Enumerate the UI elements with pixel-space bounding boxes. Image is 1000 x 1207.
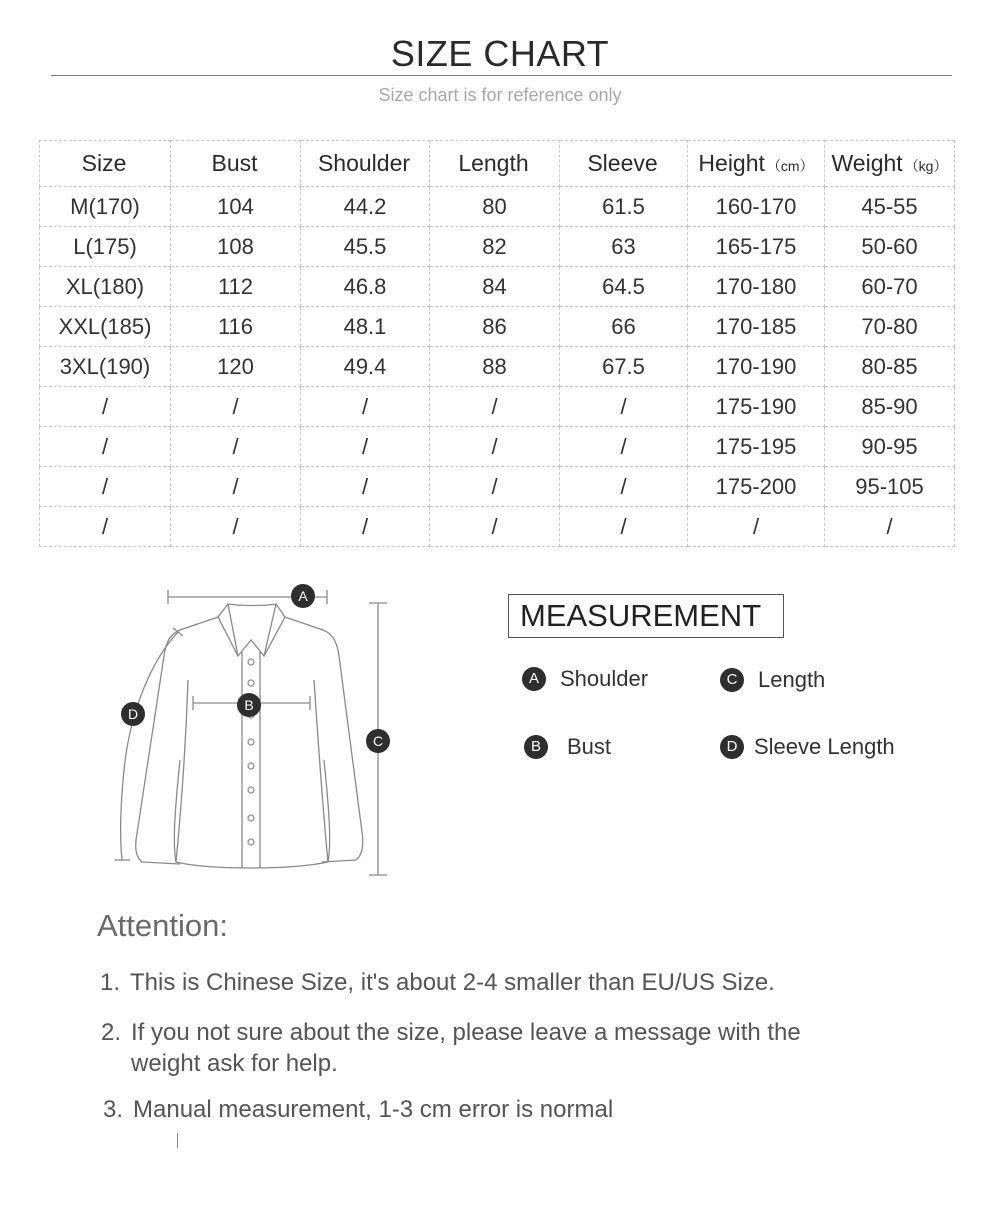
attention-title: Attention:	[97, 908, 228, 943]
table-cell: 63	[560, 227, 688, 267]
page-title: SIZE CHART	[390, 33, 610, 74]
table-row	[40, 427, 955, 467]
table-cell: /	[40, 467, 171, 507]
table-cell: /	[301, 507, 430, 547]
table-cell: /	[825, 507, 955, 547]
table-cell: 66	[560, 307, 688, 347]
note-text: If you not sure about the size, please leave a message with the	[131, 1019, 801, 1046]
note-number: 3.	[103, 1096, 124, 1123]
legend-label: Length	[758, 667, 826, 692]
table-cell: 64.5	[560, 267, 688, 307]
legend-bust	[524, 734, 611, 760]
table-cell: 104	[171, 187, 301, 227]
legend-label: Sleeve Length	[754, 734, 895, 759]
table-cell: /	[301, 427, 430, 467]
table-cell: 88	[430, 347, 560, 387]
table-cell: 46.8	[301, 267, 430, 307]
badge-b-icon: B	[524, 735, 548, 759]
table-cell: /	[560, 507, 688, 547]
table-row	[40, 267, 955, 307]
column-header-length: Length	[430, 141, 560, 187]
table-row	[40, 227, 955, 267]
table-cell: 80	[430, 187, 560, 227]
table-cell: /	[40, 427, 171, 467]
table-cell: 50-60	[825, 227, 955, 267]
badge-c-icon: C	[720, 668, 744, 692]
legend-label: Bust	[567, 734, 612, 759]
table-cell: 80-85	[825, 347, 955, 387]
table-cell: 175-190	[688, 387, 825, 427]
note-1	[100, 967, 775, 998]
table-cell: /	[171, 467, 301, 507]
table-row	[40, 307, 955, 347]
note-number: 1.	[100, 969, 121, 996]
table-cell: /	[560, 387, 688, 427]
table-cell: /	[430, 427, 560, 467]
badge-d-icon: D	[720, 735, 744, 759]
table-cell: /	[430, 507, 560, 547]
table-cell: 45-55	[825, 187, 955, 227]
table-cell: 175-195	[688, 427, 825, 467]
column-header-sleeve: Sleeve	[560, 141, 688, 187]
note-3	[103, 1094, 613, 1125]
column-header-shoulder: Shoulder	[301, 141, 430, 187]
table-row	[40, 187, 955, 227]
svg-text:B: B	[244, 697, 254, 713]
table-cell: /	[40, 387, 171, 427]
size-table	[39, 140, 955, 547]
table-row	[40, 467, 955, 507]
table-cell: 170-180	[688, 267, 825, 307]
column-header-size: Size	[40, 141, 171, 187]
svg-text:D: D	[127, 706, 139, 722]
table-cell: 165-175	[688, 227, 825, 267]
table-cell: 160-170	[688, 187, 825, 227]
table-cell: 45.5	[301, 227, 430, 267]
table-cell: 175-200	[688, 467, 825, 507]
page-subtitle: Size chart is for reference only	[378, 85, 622, 105]
table-cell: 60-70	[825, 267, 955, 307]
shirt-illustration	[100, 570, 420, 890]
note-text: This is Chinese Size, it's about 2-4 smaller than EU/US Size.	[130, 969, 775, 996]
table-cell: 112	[171, 267, 301, 307]
legend-shoulder	[522, 666, 648, 692]
table-cell: 170-185	[688, 307, 825, 347]
table-cell: 3XL(190)	[40, 347, 171, 387]
table-row	[40, 507, 955, 547]
table-cell: /	[301, 387, 430, 427]
table-cell: 82	[430, 227, 560, 267]
legend-sleeve-length	[720, 734, 895, 760]
marker-d-icon	[121, 702, 145, 726]
table-cell: /	[560, 467, 688, 507]
column-header-height: Height （cm）	[688, 141, 825, 187]
legend-label: Shoulder	[560, 666, 649, 691]
table-cell: 85-90	[825, 387, 955, 427]
table-cell: XL(180)	[40, 267, 171, 307]
table-cell: 49.4	[301, 347, 430, 387]
table-cell: 86	[430, 307, 560, 347]
table-cell: /	[171, 427, 301, 467]
note-text-continued: weight ask for help.	[131, 1050, 338, 1077]
marker-c-icon	[366, 729, 390, 753]
table-cell: /	[40, 507, 171, 547]
table-cell: 67.5	[560, 347, 688, 387]
marker-a-icon	[291, 584, 315, 608]
column-header-weight: Weight （kg）	[825, 141, 955, 187]
table-cell: 108	[171, 227, 301, 267]
title-divider	[51, 75, 952, 76]
measurement-title: MEASUREMENT	[508, 594, 784, 638]
table-cell: 48.1	[301, 307, 430, 347]
svg-text:A: A	[298, 588, 308, 604]
table-cell: /	[560, 427, 688, 467]
table-cell: /	[171, 387, 301, 427]
table-cell: 170-190	[688, 347, 825, 387]
table-row	[40, 347, 955, 387]
table-cell: /	[301, 467, 430, 507]
table-cell: /	[430, 387, 560, 427]
marker-b-icon	[237, 693, 261, 717]
legend-length	[720, 667, 825, 693]
table-cell: L(175)	[40, 227, 171, 267]
table-row	[40, 387, 955, 427]
shirt-diagram	[100, 570, 420, 890]
table-cell: 95-105	[825, 467, 955, 507]
table-cell: 44.2	[301, 187, 430, 227]
table-cell: 70-80	[825, 307, 955, 347]
table-cell: 84	[430, 267, 560, 307]
table-cell: /	[688, 507, 825, 547]
table-cell: 120	[171, 347, 301, 387]
table-cell: /	[430, 467, 560, 507]
table-cell: /	[171, 507, 301, 547]
table-cell: 116	[171, 307, 301, 347]
table-header-row	[40, 141, 955, 187]
note-text: Manual measurement, 1-3 cm error is normal	[133, 1096, 614, 1123]
column-header-bust: Bust	[171, 141, 301, 187]
table-cell: M(170)	[40, 187, 171, 227]
svg-text:C: C	[372, 733, 384, 749]
note-number: 2.	[101, 1019, 122, 1046]
table-cell: 90-95	[825, 427, 955, 467]
note-2	[101, 1017, 801, 1079]
table-cell: 61.5	[560, 187, 688, 227]
text-cursor-mark	[177, 1133, 178, 1148]
table-cell: XXL(185)	[40, 307, 171, 347]
badge-a-icon: A	[522, 667, 546, 691]
